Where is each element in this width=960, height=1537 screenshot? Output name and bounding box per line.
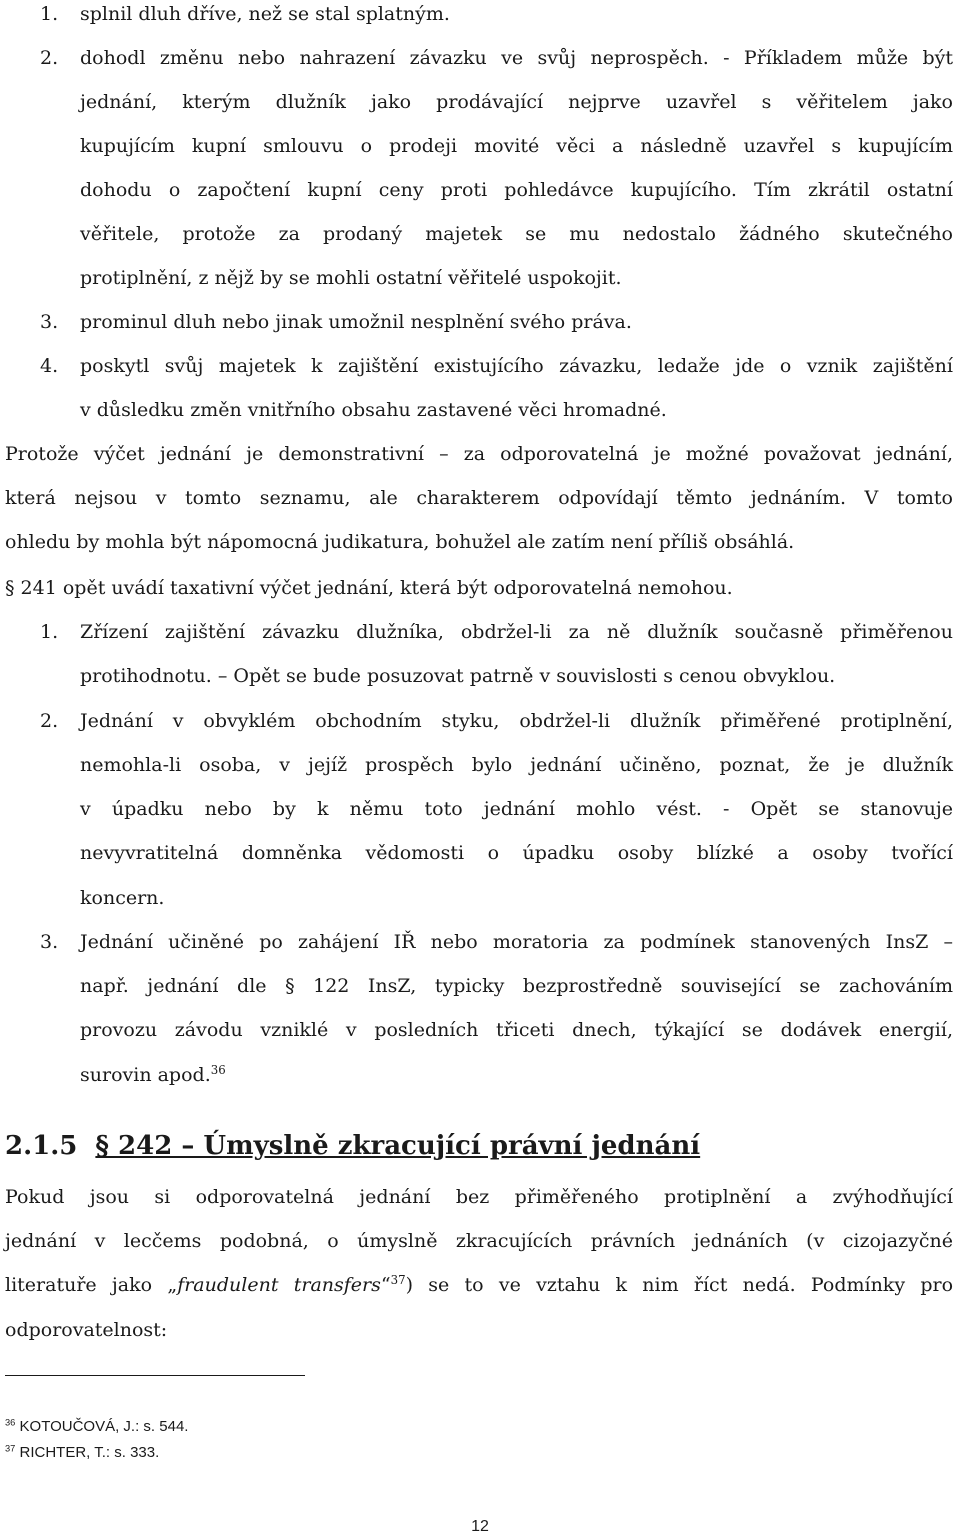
list-text-line: např. jednání dle § 122 InsZ, typicky bezprostředně související se zachováním	[80, 975, 953, 997]
list-text-line: Zřízení zajištění závazku dlužníka, obdržel-li za ně dlužník současně přiměřenou	[80, 621, 953, 643]
list-number: 4.	[40, 355, 59, 377]
paragraph-line: odporovatelnost:	[5, 1319, 168, 1341]
footnote-ref-link[interactable]: 37	[390, 1272, 406, 1287]
footnote-number: 36	[5, 1417, 16, 1428]
list-text-line: provozu závodu vzniklé v posledních třiceti dnech, týkající se dodávek energií,	[80, 1019, 953, 1041]
paragraph-line: jednání v lecčems podobná, o úmyslně zkracujících právních jednáních (v cizojazyčné	[5, 1230, 953, 1252]
footnote	[5, 1418, 188, 1436]
paragraph-line: která nejsou v tomto seznamu, ale charakterem odpovídají těmto jednáním. V tomto	[5, 487, 953, 509]
list-text-line: Jednání v obvyklém obchodním styku, obdržel-li dlužník přiměřené protiplnění,	[80, 710, 953, 732]
list-text-line: surovin apod.	[80, 1064, 211, 1086]
footnote	[5, 1444, 159, 1462]
page-number: 12	[471, 1518, 489, 1535]
list-text-line: kupujícím kupní smlouvu o prodeji movité věci a následně uzavřel s kupujícím	[80, 135, 953, 157]
paragraph-line: ohledu by mohla být nápomocná judikatura, bohužel ale zatím není příliš obsáhlá.	[5, 531, 795, 553]
section-number: 2.1.5	[5, 1131, 78, 1161]
text-run: literatuře jako „	[5, 1274, 178, 1296]
paragraph-line	[5, 1273, 953, 1297]
list-number: 3.	[40, 931, 59, 953]
list-text-line: v úpadku nebo by k němu toto jednání mohlo vést. - Opět se stanovuje	[80, 798, 953, 820]
list-number: 1.	[40, 621, 59, 643]
section-heading	[5, 1131, 700, 1161]
list-number: 3.	[40, 311, 59, 333]
list-text-line: nemohla-li osoba, v jejíž prospěch bylo jednání učiněno, poznat, že je dlužník	[80, 754, 953, 776]
list-text-line: dohodu o započtení kupní ceny proti pohledávce kupujícího. Tím zkrátil ostatní	[80, 179, 953, 201]
list-text-line: protiplnění, z nějž by se mohli ostatní věřitelé uspokojit.	[80, 267, 622, 289]
footnote-ref-link[interactable]: 36	[210, 1062, 226, 1077]
list-number: 1.	[40, 3, 59, 25]
list-text-line: splnil dluh dříve, než se stal splatným.	[80, 3, 450, 25]
footnote-text: KOTOUČOVÁ, J.: s. 544.	[19, 1418, 189, 1435]
list-number: 2.	[40, 710, 59, 732]
list-text-line: jednání, kterým dlužník jako prodávající nejprve uzavřel s věřitelem jako	[80, 91, 953, 113]
list-text-line: věřitele, protože za prodaný majetek se mu nedostalo žádného skutečného	[80, 223, 953, 245]
paragraph-line: § 241 opět uvádí taxativní výčet jednání, která být odporovatelná nemohou.	[5, 577, 733, 599]
list-text-line: Jednání učiněné po zahájení IŘ nebo moratoria za podmínek stanovených InsZ –	[80, 931, 953, 953]
list-text-line: koncern.	[80, 887, 165, 909]
list-text-line: protihodnotu. – Opět se bude posuzovat patrně v souvislosti s cenou obvyklou.	[80, 665, 836, 687]
footnote-number: 37	[5, 1443, 16, 1454]
footnote-separator	[5, 1375, 305, 1376]
list-text-line: poskytl svůj majetek k zajištění existujícího závazku, ledaže jde o vznik zajištění	[80, 355, 953, 377]
closing-quote: “	[380, 1274, 391, 1296]
footnote-text: RICHTER, T.: s. 333.	[19, 1444, 160, 1461]
list-text-line: dohodl změnu nebo nahrazení závazku ve svůj neprospěch. - Příkladem může být	[80, 47, 953, 69]
list-text-line: prominul dluh nebo jinak umožnil nesplnění svého práva.	[80, 311, 632, 333]
list-number: 2.	[40, 47, 59, 69]
list-text-line: nevyvratitelná domněnka vědomosti o úpadku osoby blízké a osoby tvořící	[80, 842, 953, 864]
italic-term: fraudulent transfers	[177, 1274, 381, 1296]
text-run: ) se to ve vztahu k nim říct nedá. Podmínky pro	[405, 1274, 954, 1296]
list-text-line: v důsledku změn vnitřního obsahu zastavené věci hromadné.	[80, 399, 667, 421]
section-title: § 242 – Úmyslně zkracující právní jednání	[95, 1131, 701, 1161]
paragraph-line: Pokud jsou si odporovatelná jednání bez přiměřeného protiplnění a zvýhodňující	[5, 1186, 953, 1208]
paragraph-line: Protože výčet jednání je demonstrativní – za odporovatelná je možné považovat jednání,	[5, 443, 953, 465]
